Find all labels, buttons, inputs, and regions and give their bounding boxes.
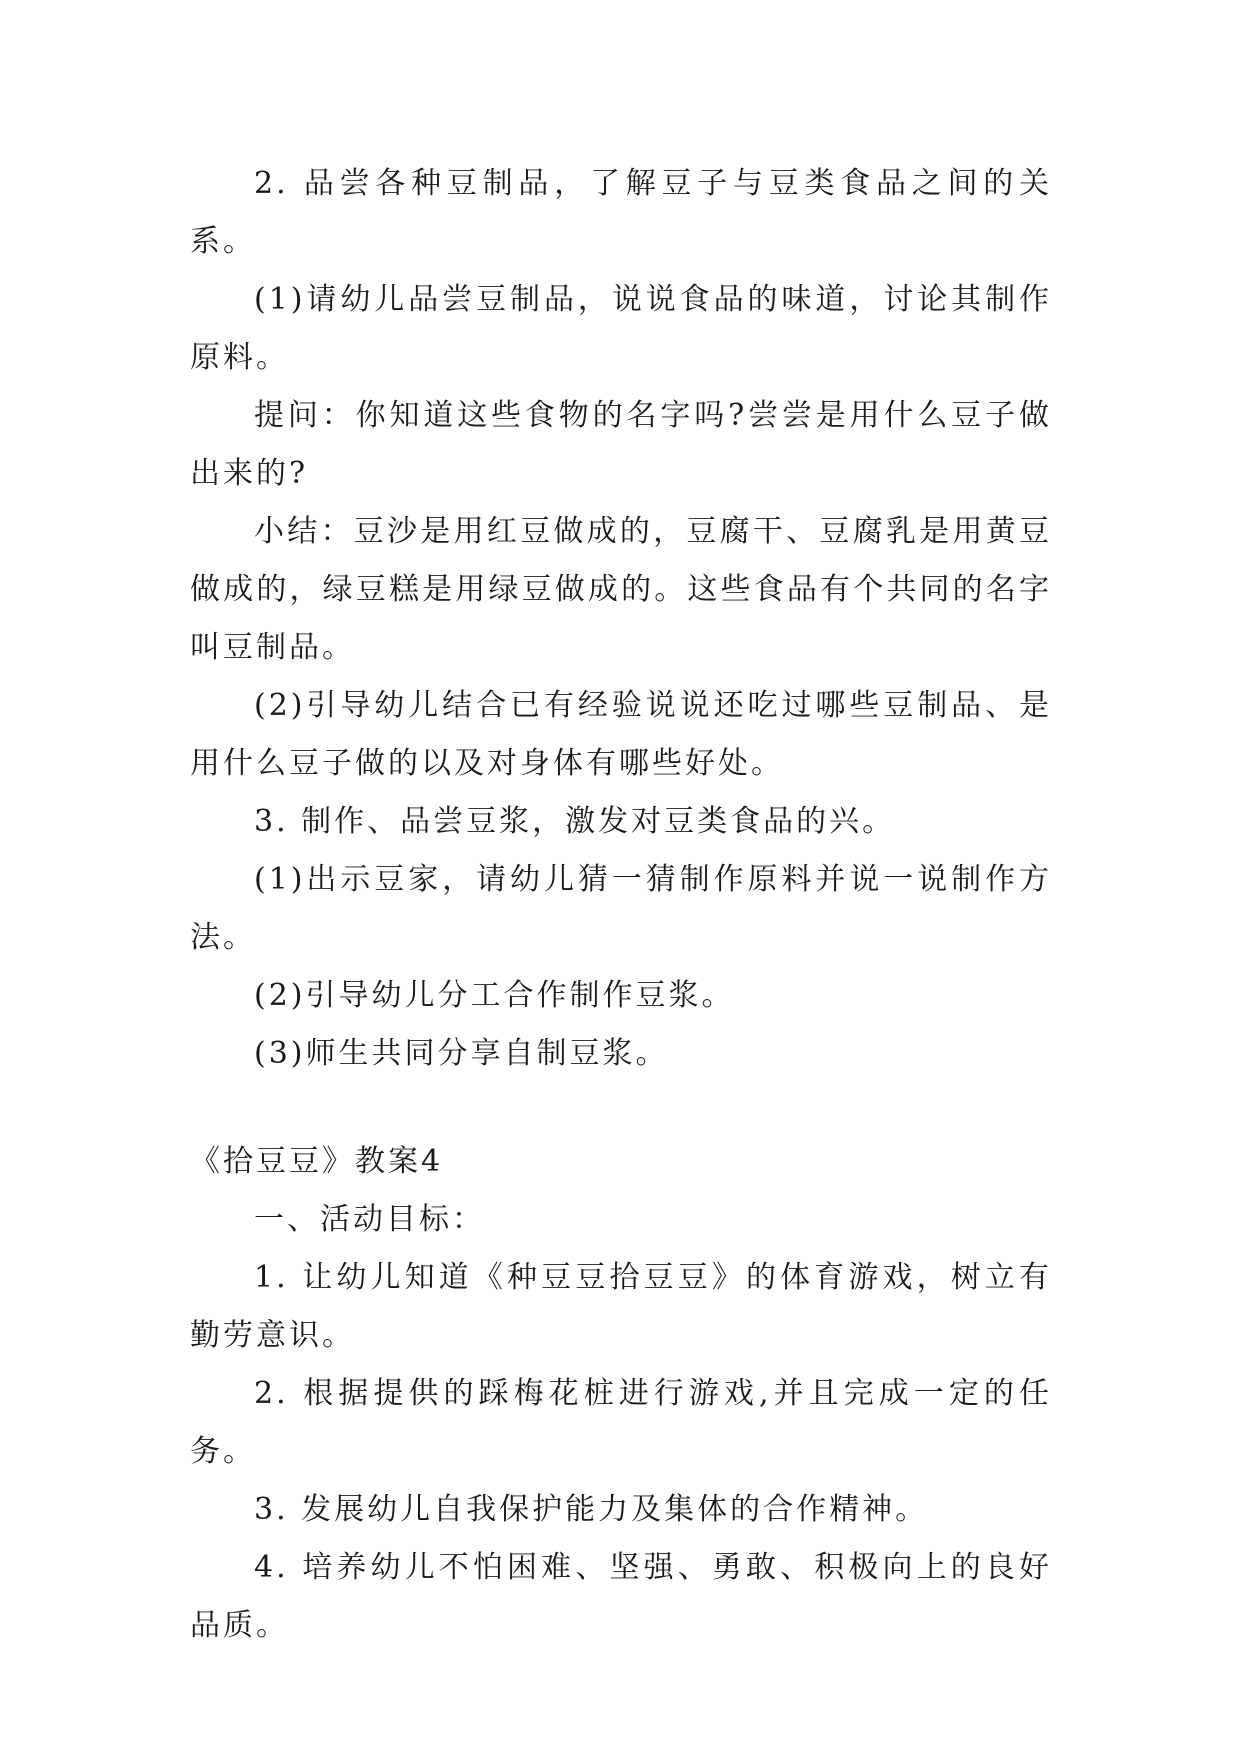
paragraph: 2. 品尝各种豆制品，了解豆子与豆类食品之间的关系。 bbox=[190, 166, 1052, 259]
paragraph: 3. 制作、品尝豆浆，激发对豆类食品的兴。 bbox=[254, 804, 896, 839]
paragraph: (2)引导幼儿分工合作制作豆浆。 bbox=[254, 978, 735, 1013]
paragraph: 2. 根据提供的踩梅花桩进行游戏,并且完成一定的任务。 bbox=[190, 1376, 1052, 1469]
section-title: 《拾豆豆》教案4 bbox=[190, 1144, 444, 1179]
paragraph: (1)请幼儿品尝豆制品，说说食品的味道，讨论其制作原料。 bbox=[190, 282, 1052, 375]
paragraph: 3. 发展幼儿自我保护能力及集体的合作精神。 bbox=[254, 1492, 929, 1527]
paragraph: (1)出示豆家，请幼儿猜一猜制作原料并说一说制作方法。 bbox=[190, 862, 1052, 955]
paragraph: 4. 培养幼儿不怕困难、坚强、勇敢、积极向上的良好品质。 bbox=[190, 1550, 1052, 1643]
section-spacer bbox=[190, 1083, 1052, 1133]
paragraph: (2)引导幼儿结合已有经验说说还吃过哪些豆制品、是用什么豆子做的以及对身体有哪些好处。 bbox=[190, 688, 1052, 781]
paragraph: 1. 让幼儿知道《种豆豆拾豆豆》的体育游戏，树立有勤劳意识。 bbox=[190, 1260, 1052, 1353]
paragraph: 小结：豆沙是用红豆做成的，豆腐干、豆腐乳是用黄豆做成的，绿豆糕是用绿豆做成的。这些食品有个共同的名字叫豆制品。 bbox=[190, 514, 1052, 665]
paragraph: 提问：你知道这些食物的名字吗?尝尝是用什么豆子做出来的? bbox=[190, 398, 1052, 491]
paragraph: 一、活动目标： bbox=[254, 1202, 485, 1237]
paragraph: (3)师生共同分享自制豆浆。 bbox=[254, 1036, 669, 1071]
document-page bbox=[190, 155, 1052, 1655]
